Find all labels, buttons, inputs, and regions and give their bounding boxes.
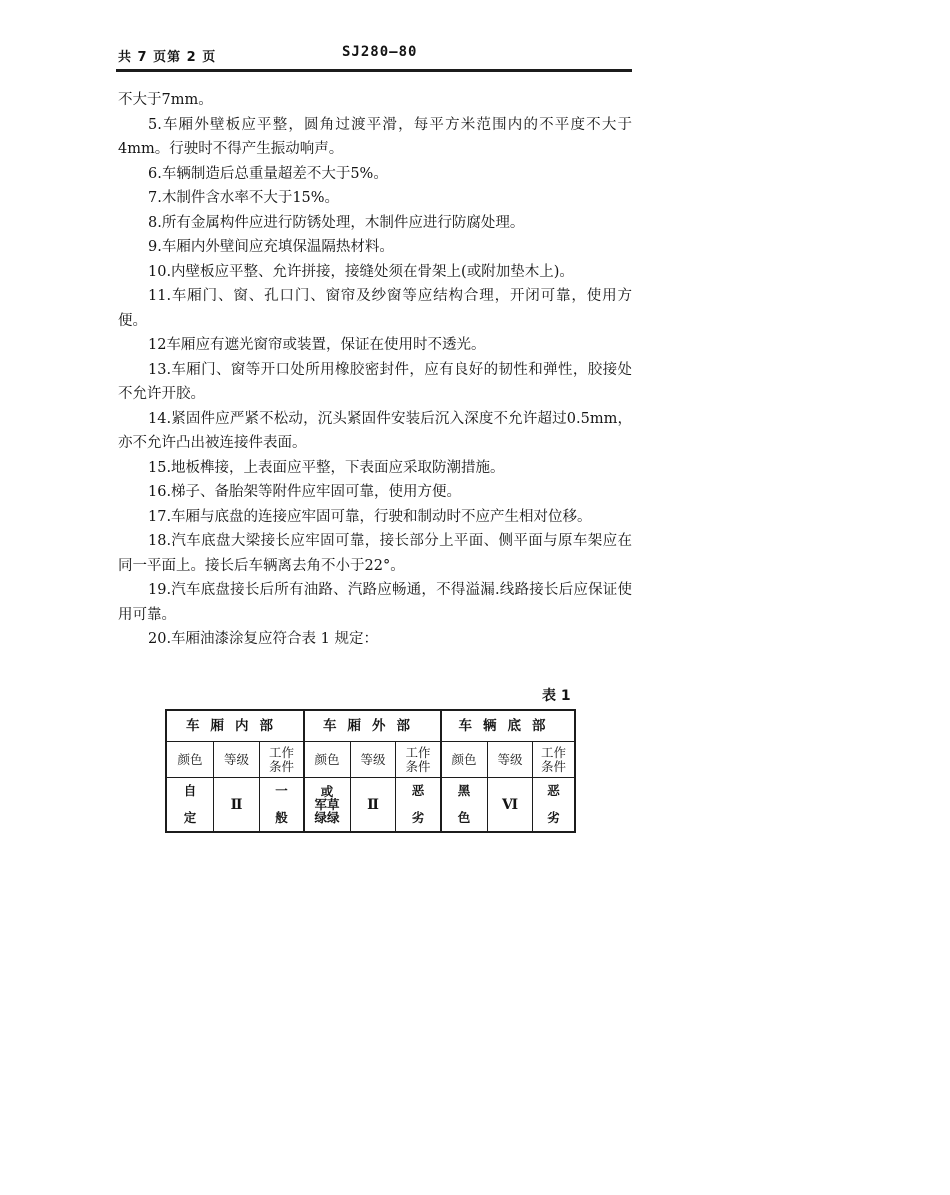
bottom-color (441, 778, 487, 831)
page-info: 共 7 页第 2 页 (118, 50, 217, 65)
clause-13: 13.车厢门、窗等开口处所用橡胶密封件，应有良好的韧性和弹性，胶接处不允许开胶。 (118, 361, 632, 402)
bottom-condition-line2: 劣 (547, 810, 560, 825)
paint-table (165, 709, 576, 833)
subheader-condition (396, 742, 440, 777)
subheader-condition (533, 742, 574, 777)
clause-20: 20.车厢油漆涂复应符合表 1 规定： (148, 631, 379, 647)
clause-7: 7.木制件含水率不大于15%。 (148, 190, 340, 206)
header-rule (116, 69, 632, 72)
outer-color-line2: 军草 (314, 797, 340, 812)
subheader-condition-line2: 条件 (268, 758, 294, 774)
clause-19: 19.汽车底盘接长后所有油路、汽路应畅通，不得溢漏.线路接长后应保证使用可靠。 (118, 582, 632, 623)
clause-9: 9.车厢内外壁间应充填保温隔热材料。 (148, 239, 394, 255)
subheader-grade: 等级 (497, 751, 523, 767)
header-bottom: 车辆底部 (458, 718, 557, 734)
bottom-condition-line1: 恶 (547, 783, 560, 798)
clause-15: 15.地板榫接，上表面应平整，下表面应采取防潮措施。 (148, 459, 505, 476)
clause-8: 8.所有金属构件应进行防锈处理，木制件应进行防腐处理。 (148, 214, 525, 231)
bottom-condition (533, 778, 574, 831)
subheader-condition-line1: 工作 (540, 744, 566, 760)
clause-16: 16.梯子、备胎架等附件应牢固可靠，使用方便。 (148, 484, 462, 500)
clause-11: 11.车厢门、窗、孔口门、窗帘及纱窗等应结构合理，开闭可靠，使用方便。 (118, 288, 632, 329)
inner-condition-line1: 一 (275, 783, 288, 798)
subheader-grade: 等级 (360, 751, 386, 767)
subheader-condition-line1: 工作 (268, 744, 294, 760)
clause-14: 14.紧固件应严紧不松动，沉头紧固件安装后沉入深度不允许超过0.5mm，亦不允许凸出被连接件表面。 (118, 410, 632, 451)
clause-18: 18.汽车底盘大梁接长应牢固可靠，接长部分上平面、侧平面与原车架应在同一平面上。接长后车辆离去角不小于22°。 (118, 533, 632, 574)
table-caption: 表 1 (542, 688, 571, 704)
clause-10: 10.内壁板应平整、允许拼接，接缝处须在骨架上(或附加垫木上)。 (148, 263, 574, 280)
inner-grade: Ⅱ (230, 796, 243, 813)
document-number: SJ280—80 (342, 44, 418, 60)
subheader-condition-line2: 条件 (405, 758, 431, 774)
inner-condition (260, 778, 303, 831)
outer-condition (396, 778, 440, 831)
clause-17: 17.车厢与底盘的连接应牢固可靠，行驶和制动时不应产生相对位移。 (148, 508, 592, 525)
subheader-condition-line2: 条件 (540, 758, 566, 774)
subheader-color: 颜色 (177, 751, 203, 767)
outer-color-line3: 绿绿 (314, 810, 340, 825)
bottom-color-line1: 黑 (457, 783, 471, 798)
subheader-color: 颜色 (314, 751, 340, 767)
outer-grade: Ⅱ (367, 796, 379, 813)
clause-12: 12车厢应有遮光窗帘或装置，保证在使用时不透光。 (148, 337, 486, 353)
inner-color (167, 778, 213, 831)
subheader-condition (260, 742, 303, 777)
clause-5: 5.车厢外壁板应平整，圆角过渡平滑，每平方米范围内的不平度不大于4mm。行驶时不得产生振动响声。 (118, 116, 632, 157)
subheader-color: 颜色 (451, 751, 477, 767)
header-inner: 车厢内部 (186, 718, 284, 734)
bottom-color-line2: 色 (457, 810, 471, 825)
outer-color-line1: 或 (320, 784, 334, 799)
inner-color-line2: 定 (183, 810, 197, 825)
subheader-condition-line1: 工作 (405, 744, 431, 760)
bottom-grade: Ⅵ (501, 796, 519, 813)
inner-condition-line2: 般 (275, 810, 288, 825)
subheader-grade: 等级 (223, 751, 249, 767)
inner-color-line1: 自 (183, 783, 197, 798)
outer-condition-line1: 恶 (411, 783, 425, 798)
header-outer: 车厢外部 (323, 718, 421, 734)
outer-color (304, 778, 350, 831)
clause-6: 6.车辆制造后总重量超差不大于5%。 (148, 165, 388, 182)
outer-condition-line2: 劣 (411, 810, 425, 825)
paragraph-4-continued: 不大于7mm。 (118, 92, 213, 108)
document-body (118, 88, 632, 652)
